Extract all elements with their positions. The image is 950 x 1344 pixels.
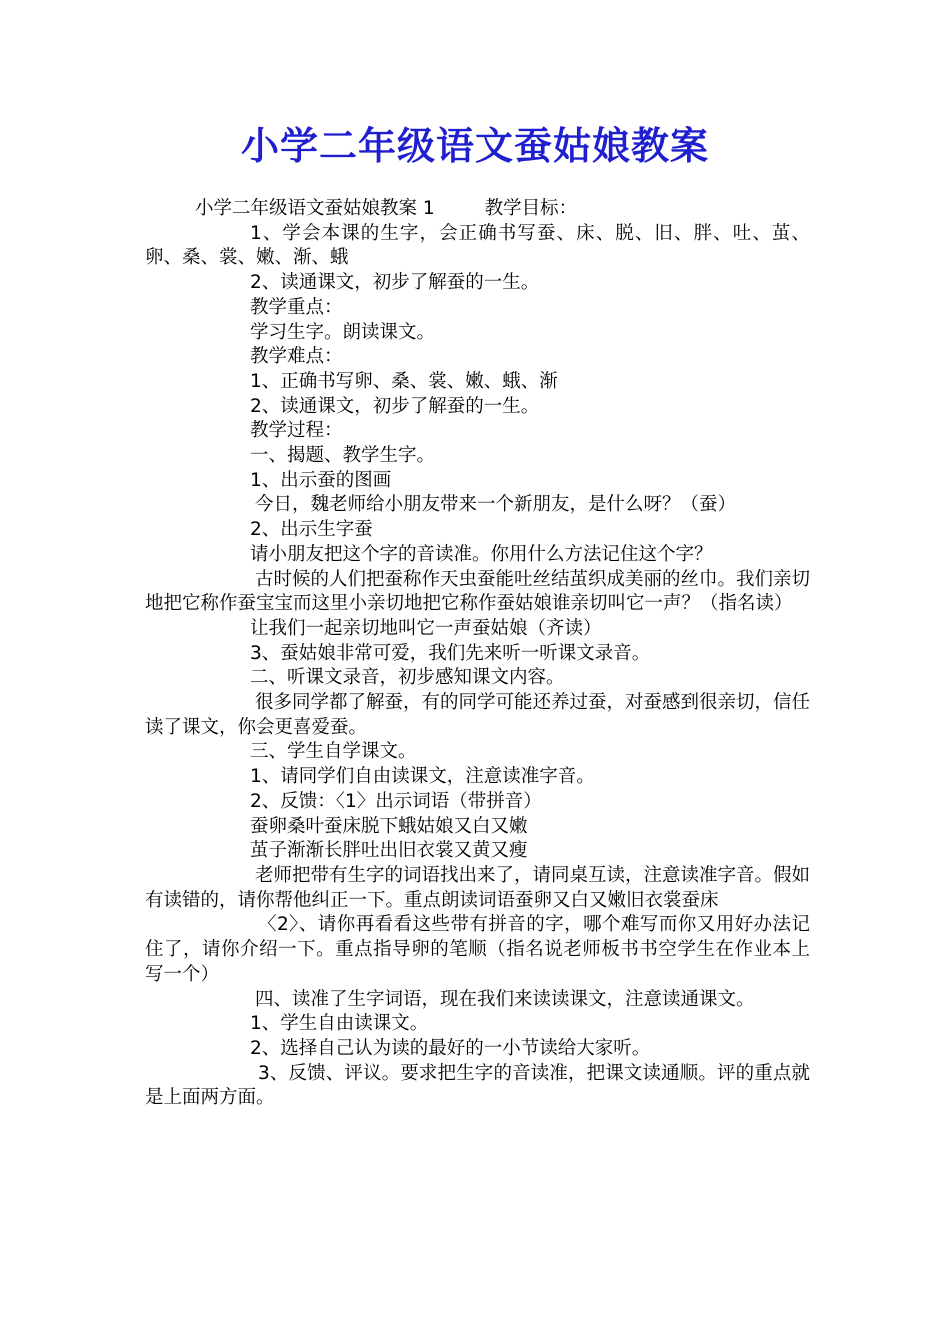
paragraph: 1、学会本课的生字，会正确书写蚕、床、脱、旧、胖、吐、茧、卵、桑、裳、嫩、渐、蛾 bbox=[145, 222, 810, 269]
paragraph: 2、选择自己认为读的最好的一小节读给大家听。 bbox=[250, 1037, 651, 1059]
paragraph: 今日，魏老师给小朋友带来一个新朋友，是什么呀？（蚕） bbox=[255, 494, 737, 516]
document-body bbox=[145, 197, 810, 1111]
paragraph: 茧子渐渐长胖吐出旧衣裳又黄又瘦 bbox=[250, 840, 528, 862]
paragraph: 让我们一起亲切地叫它一声蚕姑娘（齐读） bbox=[250, 617, 602, 639]
paragraph: 蚕卵桑叶蚕床脱下蛾姑娘又白又嫩 bbox=[250, 815, 528, 837]
paragraph: 很多同学都了解蚕，有的同学可能还养过蚕，对蚕感到很亲切，信任读了课文，你会更喜爱蚕。 bbox=[145, 692, 811, 738]
paragraph: 学习生字。朗读课文。 bbox=[250, 321, 436, 343]
paragraph: 3、反馈、评议。要求把生字的音读准，把课文读通顺。评的重点就是上面两方面。 bbox=[145, 1062, 810, 1109]
paragraph: 三、学生自学课文。 bbox=[250, 741, 417, 763]
paragraph: 1、请同学们自由读课文，注意读准字音。 bbox=[250, 766, 595, 788]
paragraph: 教学过程： bbox=[250, 420, 343, 442]
paragraph: 教学难点： bbox=[250, 346, 343, 368]
document-title: 小学二年级语文蚕姑娘教案 bbox=[240, 124, 709, 168]
paragraph: 教学重点： bbox=[250, 296, 343, 318]
paragraph: 二、听课文录音，初步感知课文内容。 bbox=[250, 667, 565, 689]
paragraph: 2、出示生字蚕 bbox=[250, 519, 373, 541]
paragraph: 古时候的人们把蚕称作天虫蚕能吐丝结茧织成美丽的丝巾。我们亲切地把它称作蚕宝宝而这里小亲切地把它称作蚕姑娘谁亲切叫它一声？（指名读） bbox=[145, 568, 811, 615]
paragraph: 1、正确书写卵、桑、裳、嫩、蛾、渐 bbox=[250, 370, 558, 392]
paragraph: 2、读通课文，初步了解蚕的一生。 bbox=[250, 395, 540, 417]
paragraph: 一、揭题、教学生字。 bbox=[250, 445, 436, 467]
intro-subtitle: 小学二年级语文蚕姑娘教案 1 bbox=[195, 198, 435, 219]
paragraph: 老师把带有生字的词语找出来了，请同桌互读，注意读准字音。假如有读错的，请你帮他纠正一下。重点朗读词语蚕卵又白又嫩旧衣裳蚕床 bbox=[145, 864, 811, 911]
paragraph: 1、学生自由读课文。 bbox=[250, 1013, 429, 1035]
paragraph: 2、读通课文，初步了解蚕的一生。 bbox=[250, 272, 540, 294]
intro-line bbox=[145, 197, 810, 222]
paragraph: 3、蚕姑娘非常可爱，我们先来听一听课文录音。 bbox=[250, 642, 651, 664]
paragraph: 1、出示蚕的图画 bbox=[250, 469, 392, 491]
paragraph: 2、反馈：〈1〉出示词语（带拼音） bbox=[250, 790, 542, 812]
intro-label: 教学目标： bbox=[484, 198, 578, 219]
paragraph: 四、读准了生字词语，现在我们来读读课文，注意读通课文。 bbox=[255, 988, 755, 1010]
paragraph: 〈2〉、请你再看看这些带有拼音的字，哪个难写而你又用好办法记住了，请你介绍一下。重点指导卵的笔顺（指名说老师板书书空学生在作业本上写一个） bbox=[145, 914, 810, 985]
paragraph: 请小朋友把这个字的音读准。你用什么方法记住这个字？ bbox=[250, 543, 713, 565]
